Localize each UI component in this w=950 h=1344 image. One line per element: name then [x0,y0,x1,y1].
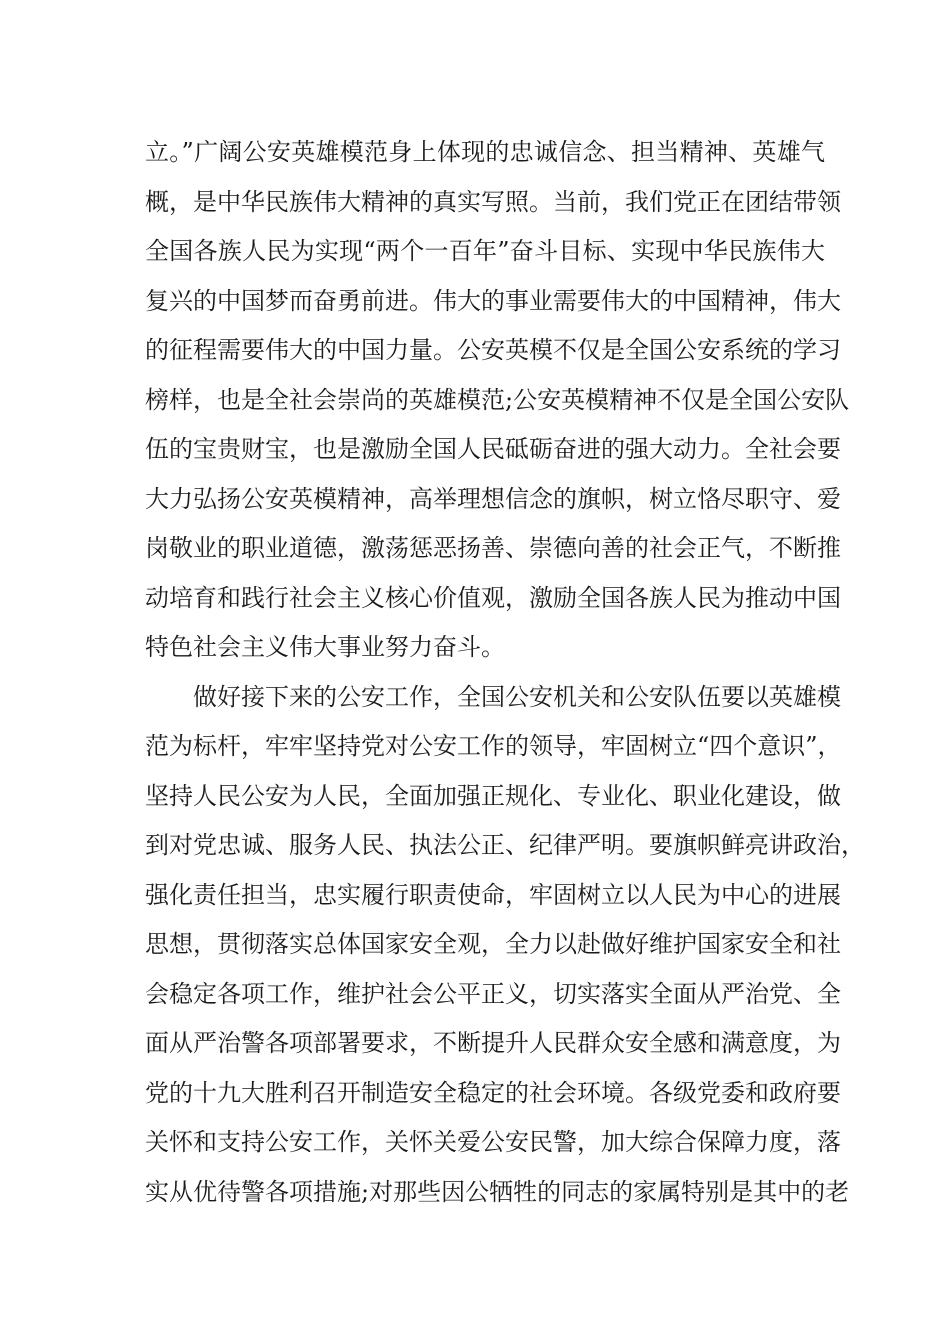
text-line: 范为标杆，牢牢坚持党对公安工作的领导，牢固树立“四个意识”， [145,732,842,760]
text-line: 坚持人民公安为人民，全面加强正规化、专业化、职业化建设，做 [145,781,841,810]
text-line: 实从优待警各项措施;对那些因公牺牲的同志的家属特别是其中的老 [145,1177,850,1206]
text-line: 复兴的中国梦而奋勇前进。伟大的事业需要伟大的中国精神，伟大 [145,286,841,315]
text-line: 全国各族人民为实现“两个一百年”奋斗目标、实现中华民族伟大 [145,237,825,265]
text-line: 榜样，也是全社会崇尚的英雄模范;公安英模精神不仅是全国公安队 [145,385,850,414]
text-line: 岗敬业的职业道德，激荡惩恶扬善、崇德向善的社会正气，不断推 [145,534,841,562]
text-line: 思想，贯彻落实总体国家安全观，全力以赴做好维护国家安全和社 [145,930,841,958]
text-line: 做好接下来的公安工作，全国公安机关和公安队伍要以英雄模 [193,682,841,711]
text-line: 的征程需要伟大的中国力量。公安英模不仅是全国公安系统的学习 [145,336,841,364]
text-line: 强化责任担当，忠实履行职责使命，牢固树立以人民为中心的进展 [145,880,841,909]
text-line: 会稳定各项工作，维护社会公平正义，切实落实全面从严治党、全 [145,979,841,1008]
paragraph-2 [145,673,865,1218]
text-line: 大力弘扬公安英模精神，高举理想信念的旗帜，树立恪尽职守、爱 [145,484,841,513]
text-line: 关怀和支持公安工作，关怀关爱公安民警，加大综合保障力度，落 [145,1128,841,1156]
text-line: 立。”广阔公安英雄模范身上体现的忠诚信念、担当精神、英雄气 [145,138,825,166]
text-line: 伍的宝贵财宝，也是激励全国人民砥砺奋进的强大动力。全社会要 [145,435,841,463]
text-line: 面从严治警各项部署要求，不断提升人民群众安全感和满意度，为 [145,1029,841,1057]
text-line: 特色社会主义伟大事业努力奋斗。 [145,633,505,661]
body-text [145,128,865,1217]
text-line: 动培育和践行社会主义核心价值观，激励全国各族人民为推动中国 [145,583,841,612]
paragraph-1 [145,128,850,673]
text-line: 概，是中华民族伟大精神的真实写照。当前，我们党正在团结带领 [145,187,841,216]
text-line: 到对党忠诚、服务人民、执法公正、纪律严明。要旗帜鲜亮讲政治， [145,831,865,859]
text-line: 党的十九大胜利召开制造安全稳定的社会环境。各级党委和政府要 [145,1078,841,1107]
